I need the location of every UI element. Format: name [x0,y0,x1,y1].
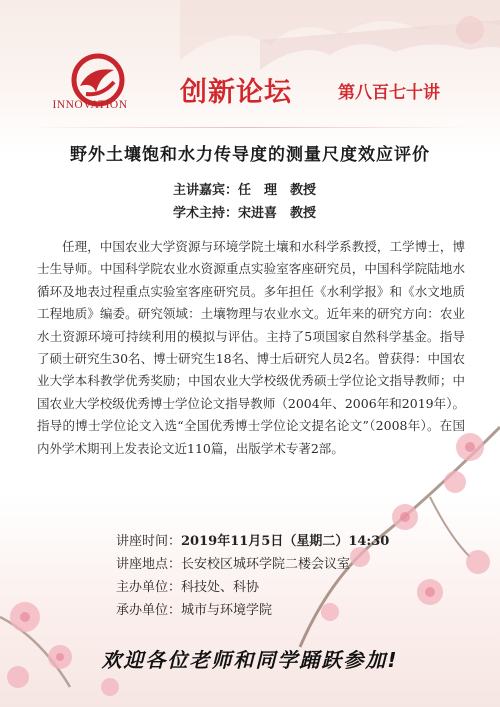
organizer-row [116,576,259,595]
host-label: 学术主持： [173,206,239,221]
speaker-line [173,179,316,198]
organizer-label: 主办单位： [116,580,182,595]
speaker-name: 任 理 教授 [238,183,317,198]
host-line [173,202,316,221]
speaker-bio: 任理，中国农业大学资源与环境学院土壤和水科学系教授，工学博士，博士生导师。中国科学院农业水资源重点实验室客座研究员，中国科学院陆地水循环及地表过程重点实验室客座研究员。多年担任《水利学报》和《水文地质工程地质》编委。研究领域：土壤物理与农业水文。近年来的研究方向：农业水土资源环境可持续利用的模拟与评估。主持了5项国家自然科学基金。指导了硕士研究生30名、博士研究生18名、博士后研究人员2名。曾获得：中国农业大学本科教学优秀奖励；中国农业大学校级优秀硕士学位论文指导教师；中国农业大学校级优秀博士学位论文指导教师（2004年、2006年和2019年）。指导的博士学位论文入选“全国优秀博士学位论文提名论文”（2008年）。在国内外学术期刊上发表论文近110篇，出版学术专著2部。 [37,239,465,456]
logo-text: INNOVATION [52,99,128,111]
undertaker-row [116,599,272,618]
time-label: 讲座时间： [116,534,182,549]
lecture-place-row [116,553,350,572]
forum-title: 创新论坛 [180,77,292,108]
lecture-number: 第八百七十讲 [338,83,440,103]
lecture-time-row [116,530,389,549]
host-name: 宋进喜 教授 [238,206,317,221]
undertaker-label: 承办单位： [116,603,182,618]
undertaker-value: 城市与环境学院 [181,603,273,618]
place-label: 讲座地点： [116,557,182,572]
lecture-title: 野外土壤饱和水力传导度的测量尺度效应评价 [70,145,430,165]
place-value: 长安校区城环学院二楼会议室 [181,557,351,572]
time-value: 2019年11月5日（星期二）14:30 [181,534,390,549]
speaker-label: 主讲嘉宾： [173,183,239,198]
header-divider [28,127,472,128]
welcome-message: 欢迎各位老师和同学踊跃参加! [101,648,399,672]
organizer-value: 科技处、科协 [181,580,260,595]
